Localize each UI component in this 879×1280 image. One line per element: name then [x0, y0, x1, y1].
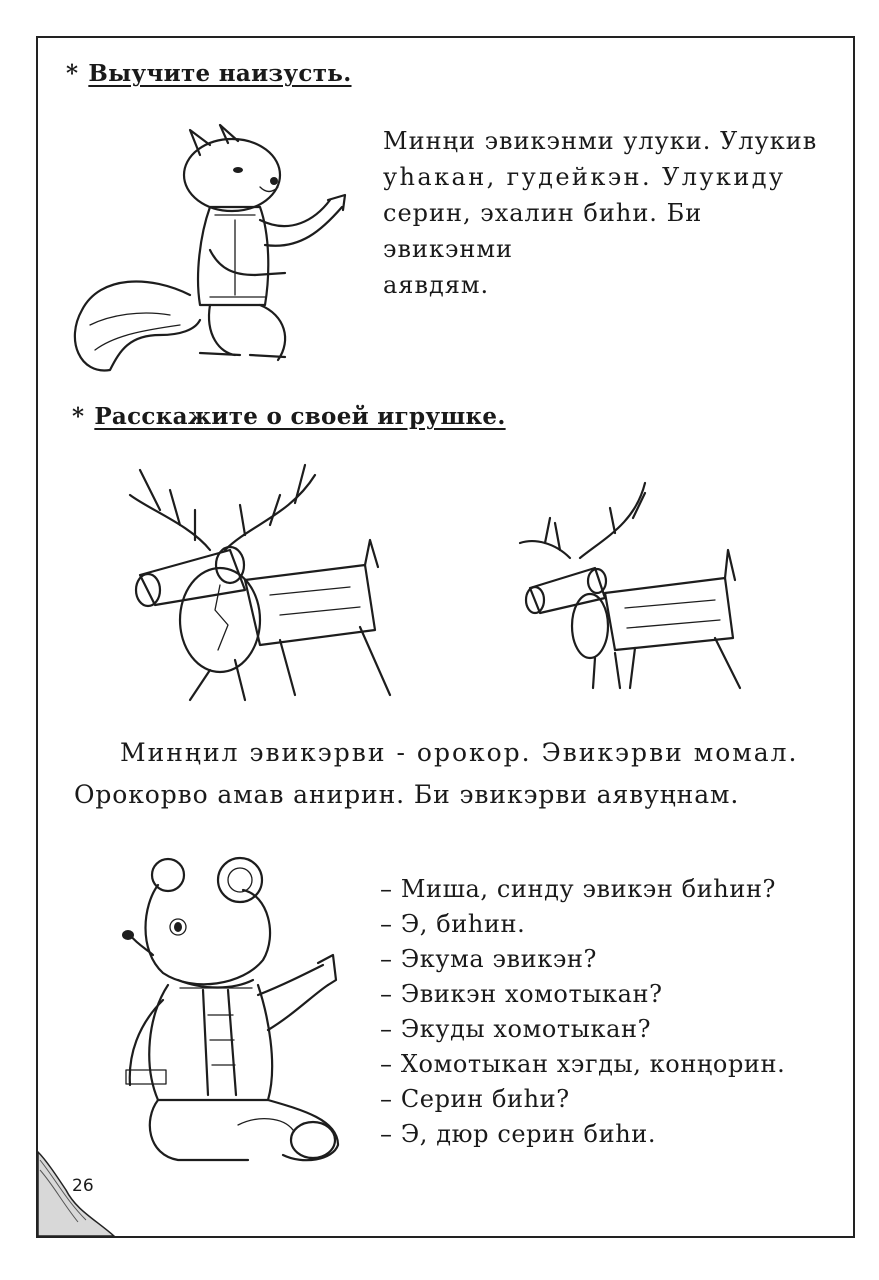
heading-text: Выучите наизусть. [88, 60, 352, 87]
section-heading-memorize [66, 60, 352, 87]
page-number: 26 [72, 1176, 94, 1196]
dialog-line: – Э, дюр серин биһи. [380, 1120, 657, 1148]
reindeer-toy-illustration-small [515, 478, 775, 693]
dialog-block [380, 872, 820, 1152]
memorize-paragraph [383, 123, 823, 303]
text-line: уһакан, гудейкэн. Улукиду [383, 163, 786, 191]
text-line: Орокорво амав анирин. Би эвикэрви аявуңнам. [74, 780, 740, 809]
section-heading-toy [72, 403, 506, 430]
asterisk-marker: * [66, 60, 79, 87]
dialog-line: – Серин биһи? [380, 1085, 570, 1113]
reindeer-toy-illustration-large [120, 455, 410, 700]
squirrel-illustration [60, 125, 360, 385]
dialog-line: – Экуды хомотыкан? [380, 1015, 652, 1043]
text-line: серин, эхалин биһи. Би эвикэнми [383, 199, 703, 263]
dialog-line: – Э, биһин. [380, 910, 526, 938]
text-line: Минңи эвикэнми улуки. Улукив [383, 127, 818, 155]
asterisk-marker: * [72, 403, 85, 430]
bear-illustration [118, 855, 348, 1165]
dialog-line: – Хомотыкан хэгды, конңорин. [380, 1050, 786, 1078]
toy-paragraph [74, 732, 834, 816]
heading-text: Расскажите о своей игрушке. [94, 403, 506, 430]
dialog-line: – Экума эвикэн? [380, 945, 597, 973]
text-line: аявдям. [383, 271, 490, 299]
text-line: Минңил эвикэрви - орокор. Эвикэрви момал. [120, 738, 799, 767]
dialog-line: – Миша, синду эвикэн биһин? [380, 875, 777, 903]
dialog-line: – Эвикэн хомотыкан? [380, 980, 663, 1008]
